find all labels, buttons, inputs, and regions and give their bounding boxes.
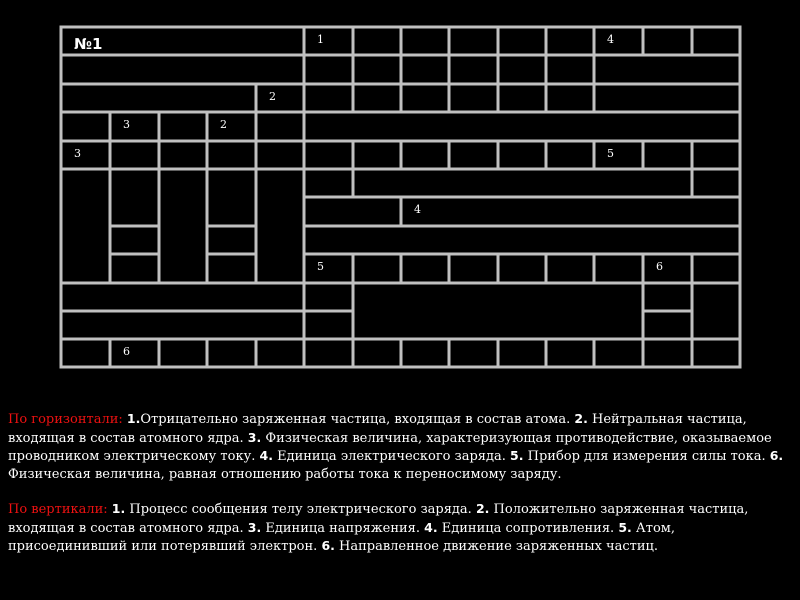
vertical-clue-text: Направленное движение заряженных частиц. [334, 539, 659, 554]
horizontal-clues [8, 410, 794, 483]
vertical-clues [8, 500, 794, 556]
vertical-clue-number: 2. [475, 501, 490, 516]
puzzle-number: №1 [74, 35, 103, 53]
horizontal-clue-number: 5. [510, 448, 524, 463]
clue-number-n6-right: 6 [656, 260, 663, 273]
vertical-clue-text: Процесс сообщения телу электрического заряда. [125, 502, 476, 517]
horizontal-clue-number: 1. [126, 411, 141, 426]
vertical-heading: По вертикали: [8, 502, 112, 517]
horizontal-clue-text: Прибор для измерения силы тока. [523, 449, 770, 464]
horizontal-clue-text: Отрицательно заряженная частица, входящая в состав атома. [140, 412, 575, 427]
clue-number-n4-top: 4 [607, 33, 614, 46]
vertical-clue-number: 6. [321, 538, 335, 553]
vertical-clue-text: Единица напряжения. [261, 520, 425, 536]
clue-number-n4-mid: 4 [414, 203, 421, 216]
clue-number-n3-left: 3 [74, 147, 81, 160]
horizontal-clue-number: 3. [247, 429, 262, 445]
vertical-clue-text: Единица сопротивления. [437, 520, 619, 536]
horizontal-clue-number: 2. [574, 411, 588, 426]
clue-number-n2-b: 2 [220, 118, 227, 131]
horizontal-clue-text: Единица электрического заряда. [272, 449, 511, 464]
vertical-clue-number: 3. [247, 519, 262, 535]
vertical-clue-text: Положительно заряженная частица, входящая в состав атомного ядра. [8, 502, 749, 536]
clue-number-n2-row: 2 [269, 90, 276, 103]
clue-number-n1-top: 1 [317, 33, 324, 46]
clue-number-n6-bottom: 6 [123, 345, 130, 358]
horizontal-clue-number: 6. [769, 448, 784, 463]
vertical-clue-text: Атом, присоединивший или потерявший электрон. [8, 520, 676, 554]
clue-number-n5-row: 5 [317, 260, 324, 273]
horizontal-clue-text: Физическая величина, характеризующая противодействие, оказываемое проводником электрическому току. [8, 430, 772, 464]
clue-number-n3-a: 3 [123, 118, 130, 131]
horizontal-clue-text: Нейтральная частица, входящая в состав атомного ядра. [8, 412, 747, 446]
horizontal-clue-text: Физическая величина, равная отношению работы тока к переносимому заряду. [8, 466, 562, 482]
horizontal-clue-number: 4. [259, 448, 273, 463]
vertical-clue-number: 5. [618, 519, 632, 535]
vertical-clue-number: 1. [111, 501, 126, 516]
vertical-clue-number: 4. [424, 519, 438, 535]
horizontal-heading: По горизонтали: [8, 412, 127, 427]
clue-number-n5-right: 5 [607, 147, 614, 160]
